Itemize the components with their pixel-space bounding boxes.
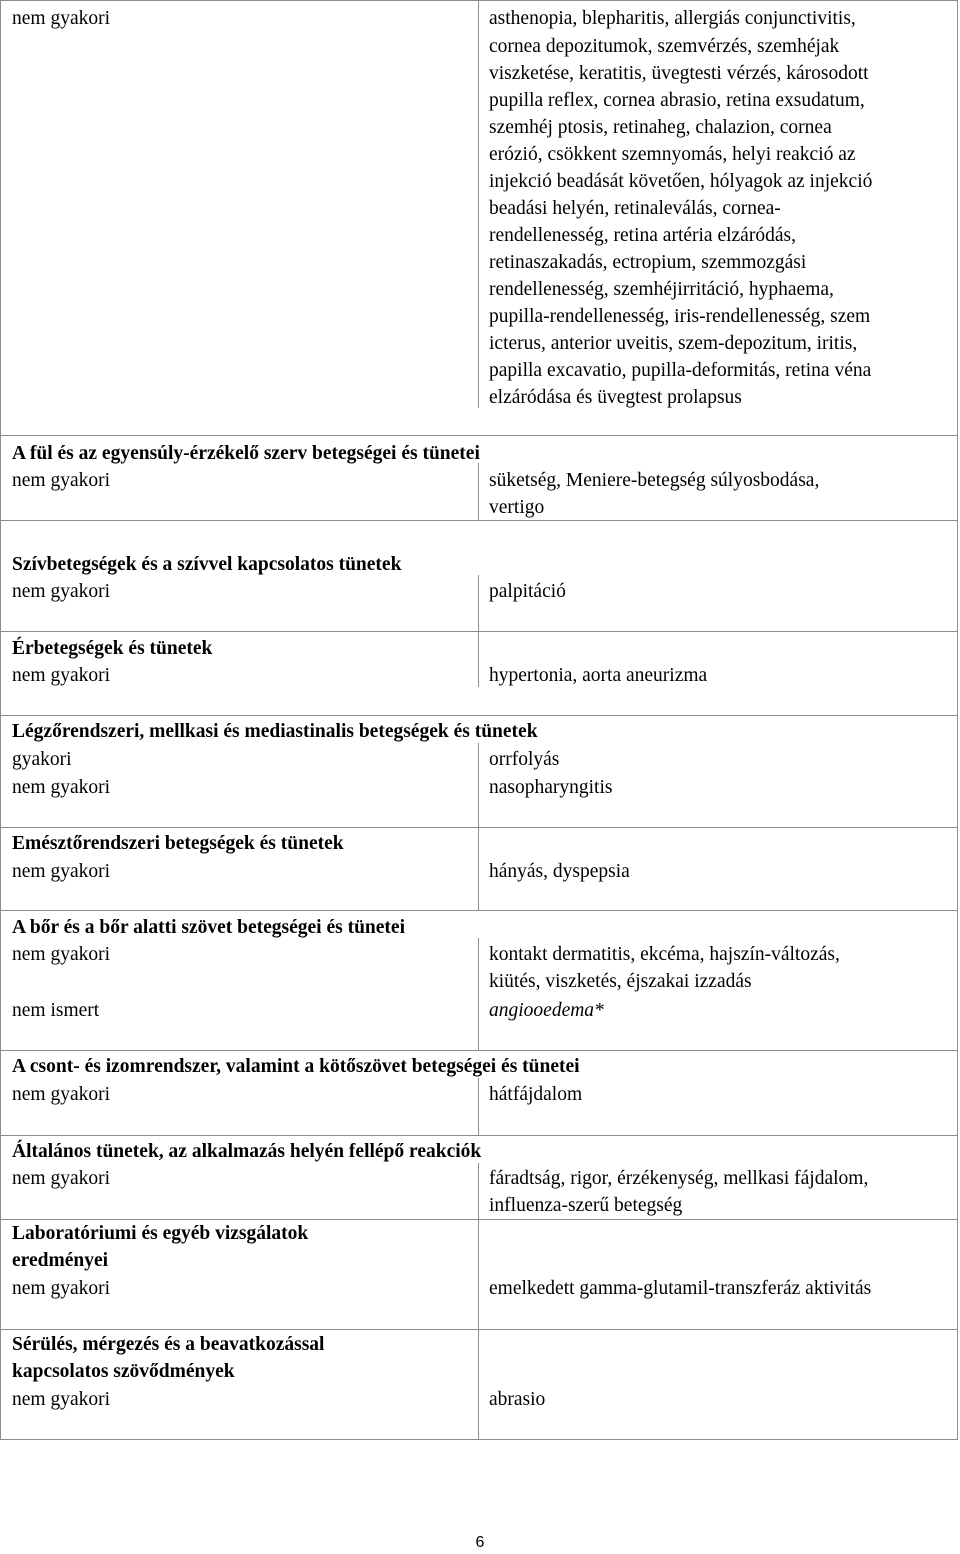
- frequency-label: nem gyakori: [12, 1278, 111, 1299]
- frequency-label: nem gyakori: [12, 8, 111, 29]
- adverse-effects-text: kiütés, viszketés, éjszakai izzadás: [489, 971, 752, 992]
- adverse-effects-text: rendellenesség, szemhéjirritáció, hyphaema,: [489, 279, 834, 300]
- adverse-effects-text: viszketése, keratitis, üvegtesti vérzés, károsodott: [489, 63, 869, 84]
- adverse-effects-text: angiooedema*: [489, 1000, 604, 1021]
- adverse-effects-text: nasopharyngitis: [489, 777, 613, 798]
- section-heading: Általános tünetek, az alkalmazás helyén fellépő reakciók: [12, 1141, 482, 1162]
- section-heading: eredményei: [12, 1250, 109, 1271]
- adverse-effects-text: papilla excavatio, pupilla-deformitás, retina véna: [489, 360, 872, 381]
- column-divider: [478, 575, 479, 631]
- adverse-effects-text: rendellenesség, retina artéria elzáródás,: [489, 225, 796, 246]
- adverse-effects-text: palpitáció: [489, 581, 566, 602]
- column-divider: [478, 463, 479, 520]
- frequency-label: nem gyakori: [12, 581, 111, 602]
- adverse-effects-text: influenza-szerű betegség: [489, 1195, 683, 1216]
- adverse-effects-text: elzáródása és üvegtest prolapsus: [489, 387, 742, 408]
- adverse-effects-text: fáradtság, rigor, érzékenység, mellkasi fájdalom,: [489, 1168, 869, 1189]
- section-heading: Érbetegségek és tünetek: [12, 638, 213, 659]
- frequency-label: gyakori: [12, 749, 72, 770]
- row-divider: [0, 435, 958, 436]
- table-border-right: [957, 0, 958, 1440]
- adverse-effects-text: hátfájdalom: [489, 1084, 583, 1105]
- adverse-effects-text: retinaszakadás, ectropium, szemmozgási: [489, 252, 807, 273]
- column-divider: [478, 1163, 479, 1219]
- row-divider: [0, 1135, 958, 1136]
- adverse-effects-text: emelkedett gamma-glutamil-transzferáz aktivitás: [489, 1278, 872, 1299]
- adverse-effects-text: süketség, Meniere-betegség súlyosbodása,: [489, 470, 820, 491]
- section-heading: Laboratóriumi és egyéb vizsgálatok: [12, 1223, 309, 1244]
- section-heading: A csont- és izomrendszer, valamint a kötőszövet betegségei és tünetei: [12, 1056, 580, 1077]
- row-divider: [0, 827, 958, 828]
- frequency-label: nem gyakori: [12, 1168, 111, 1189]
- section-heading: A bőr és a bőr alatti szövet betegségei és tünetei: [12, 917, 405, 938]
- adverse-effects-text: orrfolyás: [489, 749, 560, 770]
- adverse-effects-text: hypertonia, aorta aneurizma: [489, 665, 708, 686]
- adverse-effects-text: beadási helyén, retinaleválás, cornea-: [489, 198, 781, 219]
- frequency-label: nem gyakori: [12, 665, 111, 686]
- column-divider: [478, 1078, 479, 1135]
- column-divider: [478, 0, 479, 408]
- section-heading: Sérülés, mérgezés és a beavatkozással: [12, 1334, 325, 1355]
- row-divider: [0, 715, 958, 716]
- adverse-effects-text: pupilla reflex, cornea abrasio, retina exsudatum,: [489, 90, 865, 111]
- frequency-label: nem gyakori: [12, 861, 111, 882]
- row-divider: [0, 1050, 958, 1051]
- section-heading: kapcsolatos szövődmények: [12, 1361, 235, 1382]
- column-divider: [478, 938, 479, 1050]
- column-divider: [478, 827, 479, 910]
- frequency-label: nem gyakori: [12, 777, 111, 798]
- adverse-effects-text: asthenopia, blepharitis, allergiás conjunctivitis,: [489, 8, 856, 29]
- section-heading: Szívbetegségek és a szívvel kapcsolatos tünetek: [12, 554, 402, 575]
- adverse-effects-text: icterus, anterior uveitis, szem-depozitum, iritis,: [489, 333, 858, 354]
- page-number: 6: [475, 1534, 485, 1551]
- adverse-effects-text: abrasio: [489, 1389, 546, 1410]
- row-divider: [0, 1329, 958, 1330]
- adverse-effects-text: pupilla-rendellenesség, iris-rendellenesség, szem: [489, 306, 871, 327]
- table-border-left: [0, 0, 1, 1440]
- column-divider: [478, 743, 479, 827]
- frequency-label: nem gyakori: [12, 470, 111, 491]
- adverse-effects-text: injekció beadását követően, hólyagok az injekció: [489, 171, 873, 192]
- row-divider: [0, 910, 958, 911]
- frequency-label: nem gyakori: [12, 1084, 111, 1105]
- table-border-bottom: [0, 1439, 958, 1440]
- row-divider: [0, 520, 958, 521]
- column-divider: [478, 1329, 479, 1440]
- section-heading: A fül és az egyensúly-érzékelő szerv betegségei és tünetei: [12, 443, 480, 464]
- frequency-label: nem gyakori: [12, 1389, 111, 1410]
- adverse-effects-text: hányás, dyspepsia: [489, 861, 630, 882]
- adverse-effects-text: cornea depozitumok, szemvérzés, szemhéjak: [489, 35, 840, 57]
- adverse-effects-text: kontakt dermatitis, ekcéma, hajszín-változás,: [489, 944, 840, 965]
- frequency-label: nem ismert: [12, 1000, 100, 1021]
- adverse-effects-text: vertigo: [489, 497, 545, 518]
- column-divider: [478, 631, 479, 687]
- adverse-effects-text: szemhéj ptosis, retinaheg, chalazion, cornea: [489, 117, 832, 138]
- section-heading: Légzőrendszeri, mellkasi és mediastinalis betegségek és tünetek: [12, 721, 538, 742]
- section-heading: Emésztőrendszeri betegségek és tünetek: [12, 833, 344, 854]
- table-border-top: [0, 0, 958, 1]
- column-divider: [478, 1219, 479, 1329]
- frequency-label: nem gyakori: [12, 944, 111, 965]
- adverse-effects-text: erózió, csökkent szemnyomás, helyi reakció az: [489, 144, 856, 165]
- row-divider: [0, 631, 958, 632]
